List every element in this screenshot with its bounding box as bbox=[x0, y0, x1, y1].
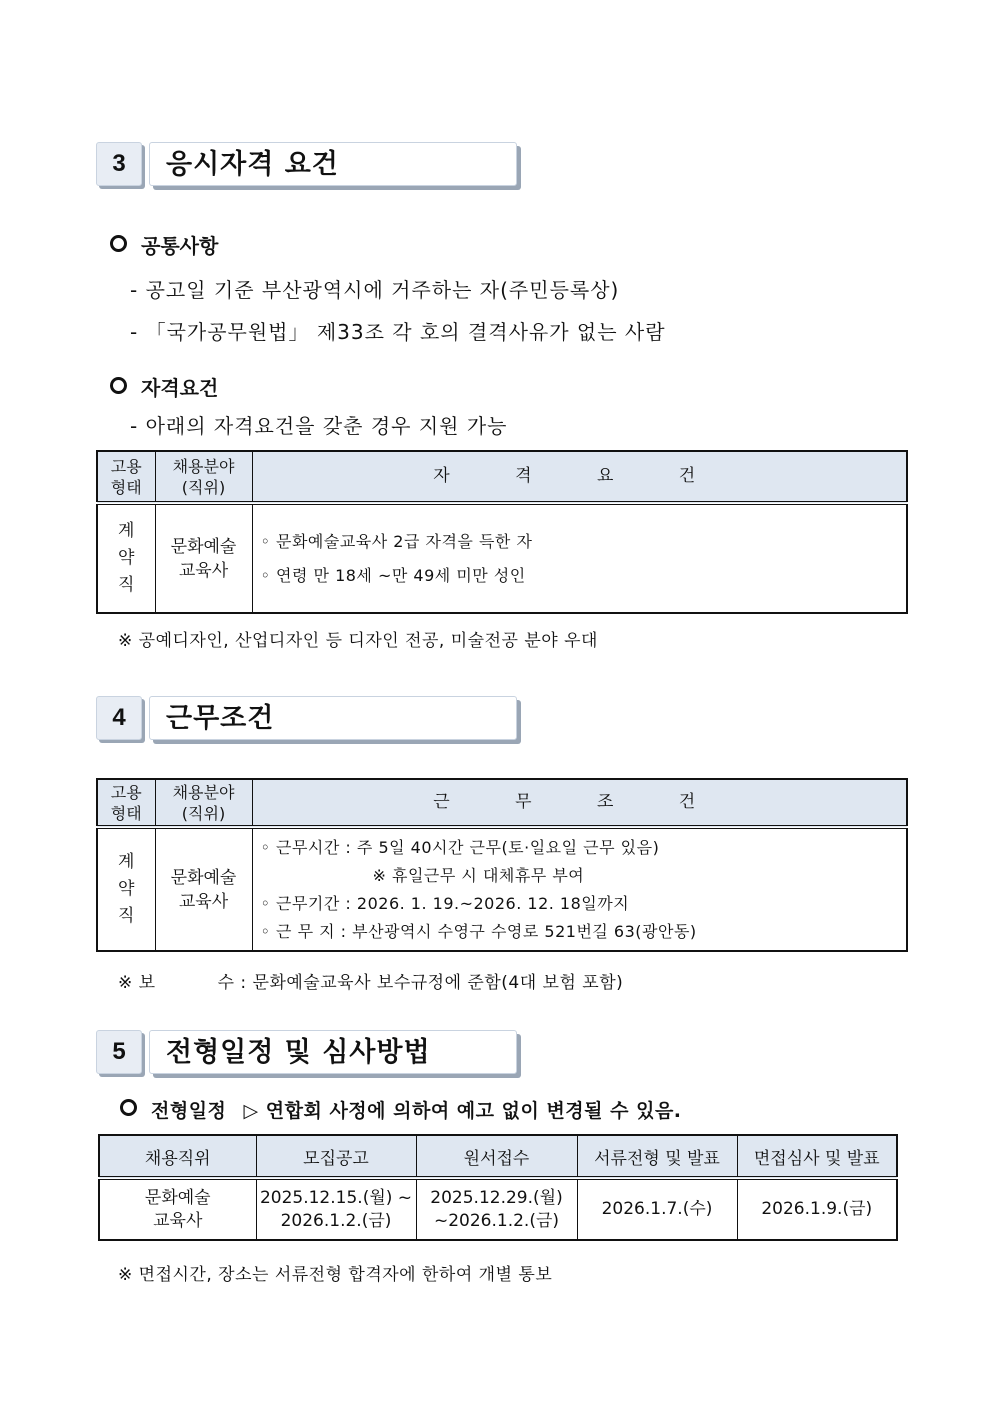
head-field: 채용분야 (직위) bbox=[155, 779, 252, 827]
ring-bullet-icon bbox=[110, 377, 127, 394]
head-type: 고용 형태 bbox=[97, 451, 155, 503]
qual-intro: - 아래의 자격요건을 갖춘 경우 지원 가능 bbox=[130, 414, 508, 438]
qual-item: ◦ 문화예술교육사 2급 자격을 득한 자 bbox=[260, 531, 533, 551]
note-rest: 수 : 문화예술교육사 보수규정에 준함(4대 보험 포함) bbox=[217, 973, 624, 993]
work-item: ◦ 근무기간 : 2026. 1. 19.~2026. 12. 18일까지 bbox=[260, 893, 630, 913]
section-3-title: 응시자격 요건 bbox=[149, 142, 517, 186]
row-type: 계 약 직 bbox=[97, 503, 155, 613]
head-type: 고용 형태 bbox=[97, 779, 155, 827]
section-5-note: ※ 면접시간, 장소는 서류전형 합격자에 한하여 개별 통보 bbox=[118, 1265, 553, 1285]
section-4-title: 근무조건 bbox=[149, 696, 517, 740]
cell-doc: 2026.1.7.(수) bbox=[577, 1178, 737, 1240]
schedule-header: 모집공고 bbox=[256, 1135, 416, 1178]
common-item-1: - 공고일 기준 부산광역시에 거주하는 자(주민등록상) bbox=[130, 278, 620, 302]
row-field: 문화예술 교육사 bbox=[155, 827, 252, 951]
qualification-table bbox=[96, 450, 908, 614]
schedule-header: 서류전형 및 발표 bbox=[577, 1135, 737, 1178]
cell-interview: 2026.1.9.(금) bbox=[737, 1178, 897, 1240]
ring-bullet-icon bbox=[120, 1099, 137, 1116]
schedule-table bbox=[98, 1134, 898, 1241]
cell-notice: 2025.12.15.(월) ~ 2026.1.2.(금) bbox=[256, 1178, 416, 1240]
section-3-note: ※ 공예디자인, 산업디자인 등 디자인 전공, 미술전공 분야 우대 bbox=[118, 631, 598, 651]
row-field: 문화예술 교육사 bbox=[155, 503, 252, 613]
common-item-2: - 「국가공무원법」 제33조 각 호의 결격사유가 없는 사람 bbox=[130, 320, 666, 344]
row-type: 계 약 직 bbox=[97, 827, 155, 951]
work-items bbox=[252, 827, 907, 951]
section-5-number: 5 bbox=[96, 1030, 142, 1074]
note-label: ※ 보 bbox=[118, 973, 156, 993]
section-5-title: 전형일정 및 심사방법 bbox=[149, 1030, 517, 1074]
schedule-heading-line bbox=[120, 1096, 682, 1123]
schedule-header: 면접심사 및 발표 bbox=[737, 1135, 897, 1178]
table-row bbox=[99, 1178, 897, 1240]
ring-bullet-icon bbox=[110, 235, 127, 252]
schedule-header: 채용직위 bbox=[99, 1135, 256, 1178]
cell-apply: 2025.12.29.(월) ~2026.1.2.(금) bbox=[416, 1178, 577, 1240]
qual-item: ◦ 연령 만 18세 ~만 49세 미만 성인 bbox=[260, 565, 526, 585]
work-subitem: ※ 휴일근무 시 대체휴무 부여 bbox=[372, 865, 585, 885]
head-main: 근 무 조 건 bbox=[252, 779, 907, 827]
schedule-notice: ▷ 연합회 사정에 의하여 예고 없이 변경될 수 있음. bbox=[243, 1100, 682, 1122]
head-field: 채용분야 (직위) bbox=[155, 451, 252, 503]
section-4-number: 4 bbox=[96, 696, 142, 740]
work-item: ◦ 근 무 지 : 부산광역시 수영구 수영로 521번길 63(광안동) bbox=[260, 921, 697, 941]
schedule-header: 원서접수 bbox=[416, 1135, 577, 1178]
work-item: ◦ 근무시간 : 주 5일 40시간 근무(토·일요일 근무 있음) bbox=[260, 837, 660, 857]
qual-items bbox=[252, 503, 907, 613]
common-heading: 공통사항 bbox=[110, 230, 218, 259]
qual-heading: 자격요건 bbox=[110, 372, 218, 401]
head-main: 자 격 요 건 bbox=[252, 451, 907, 503]
schedule-heading: 전형일정 bbox=[151, 1100, 227, 1122]
work-table bbox=[96, 778, 908, 952]
section-3-number: 3 bbox=[96, 142, 142, 186]
cell-position: 문화예술 교육사 bbox=[99, 1178, 256, 1240]
section-4-note bbox=[118, 968, 623, 993]
